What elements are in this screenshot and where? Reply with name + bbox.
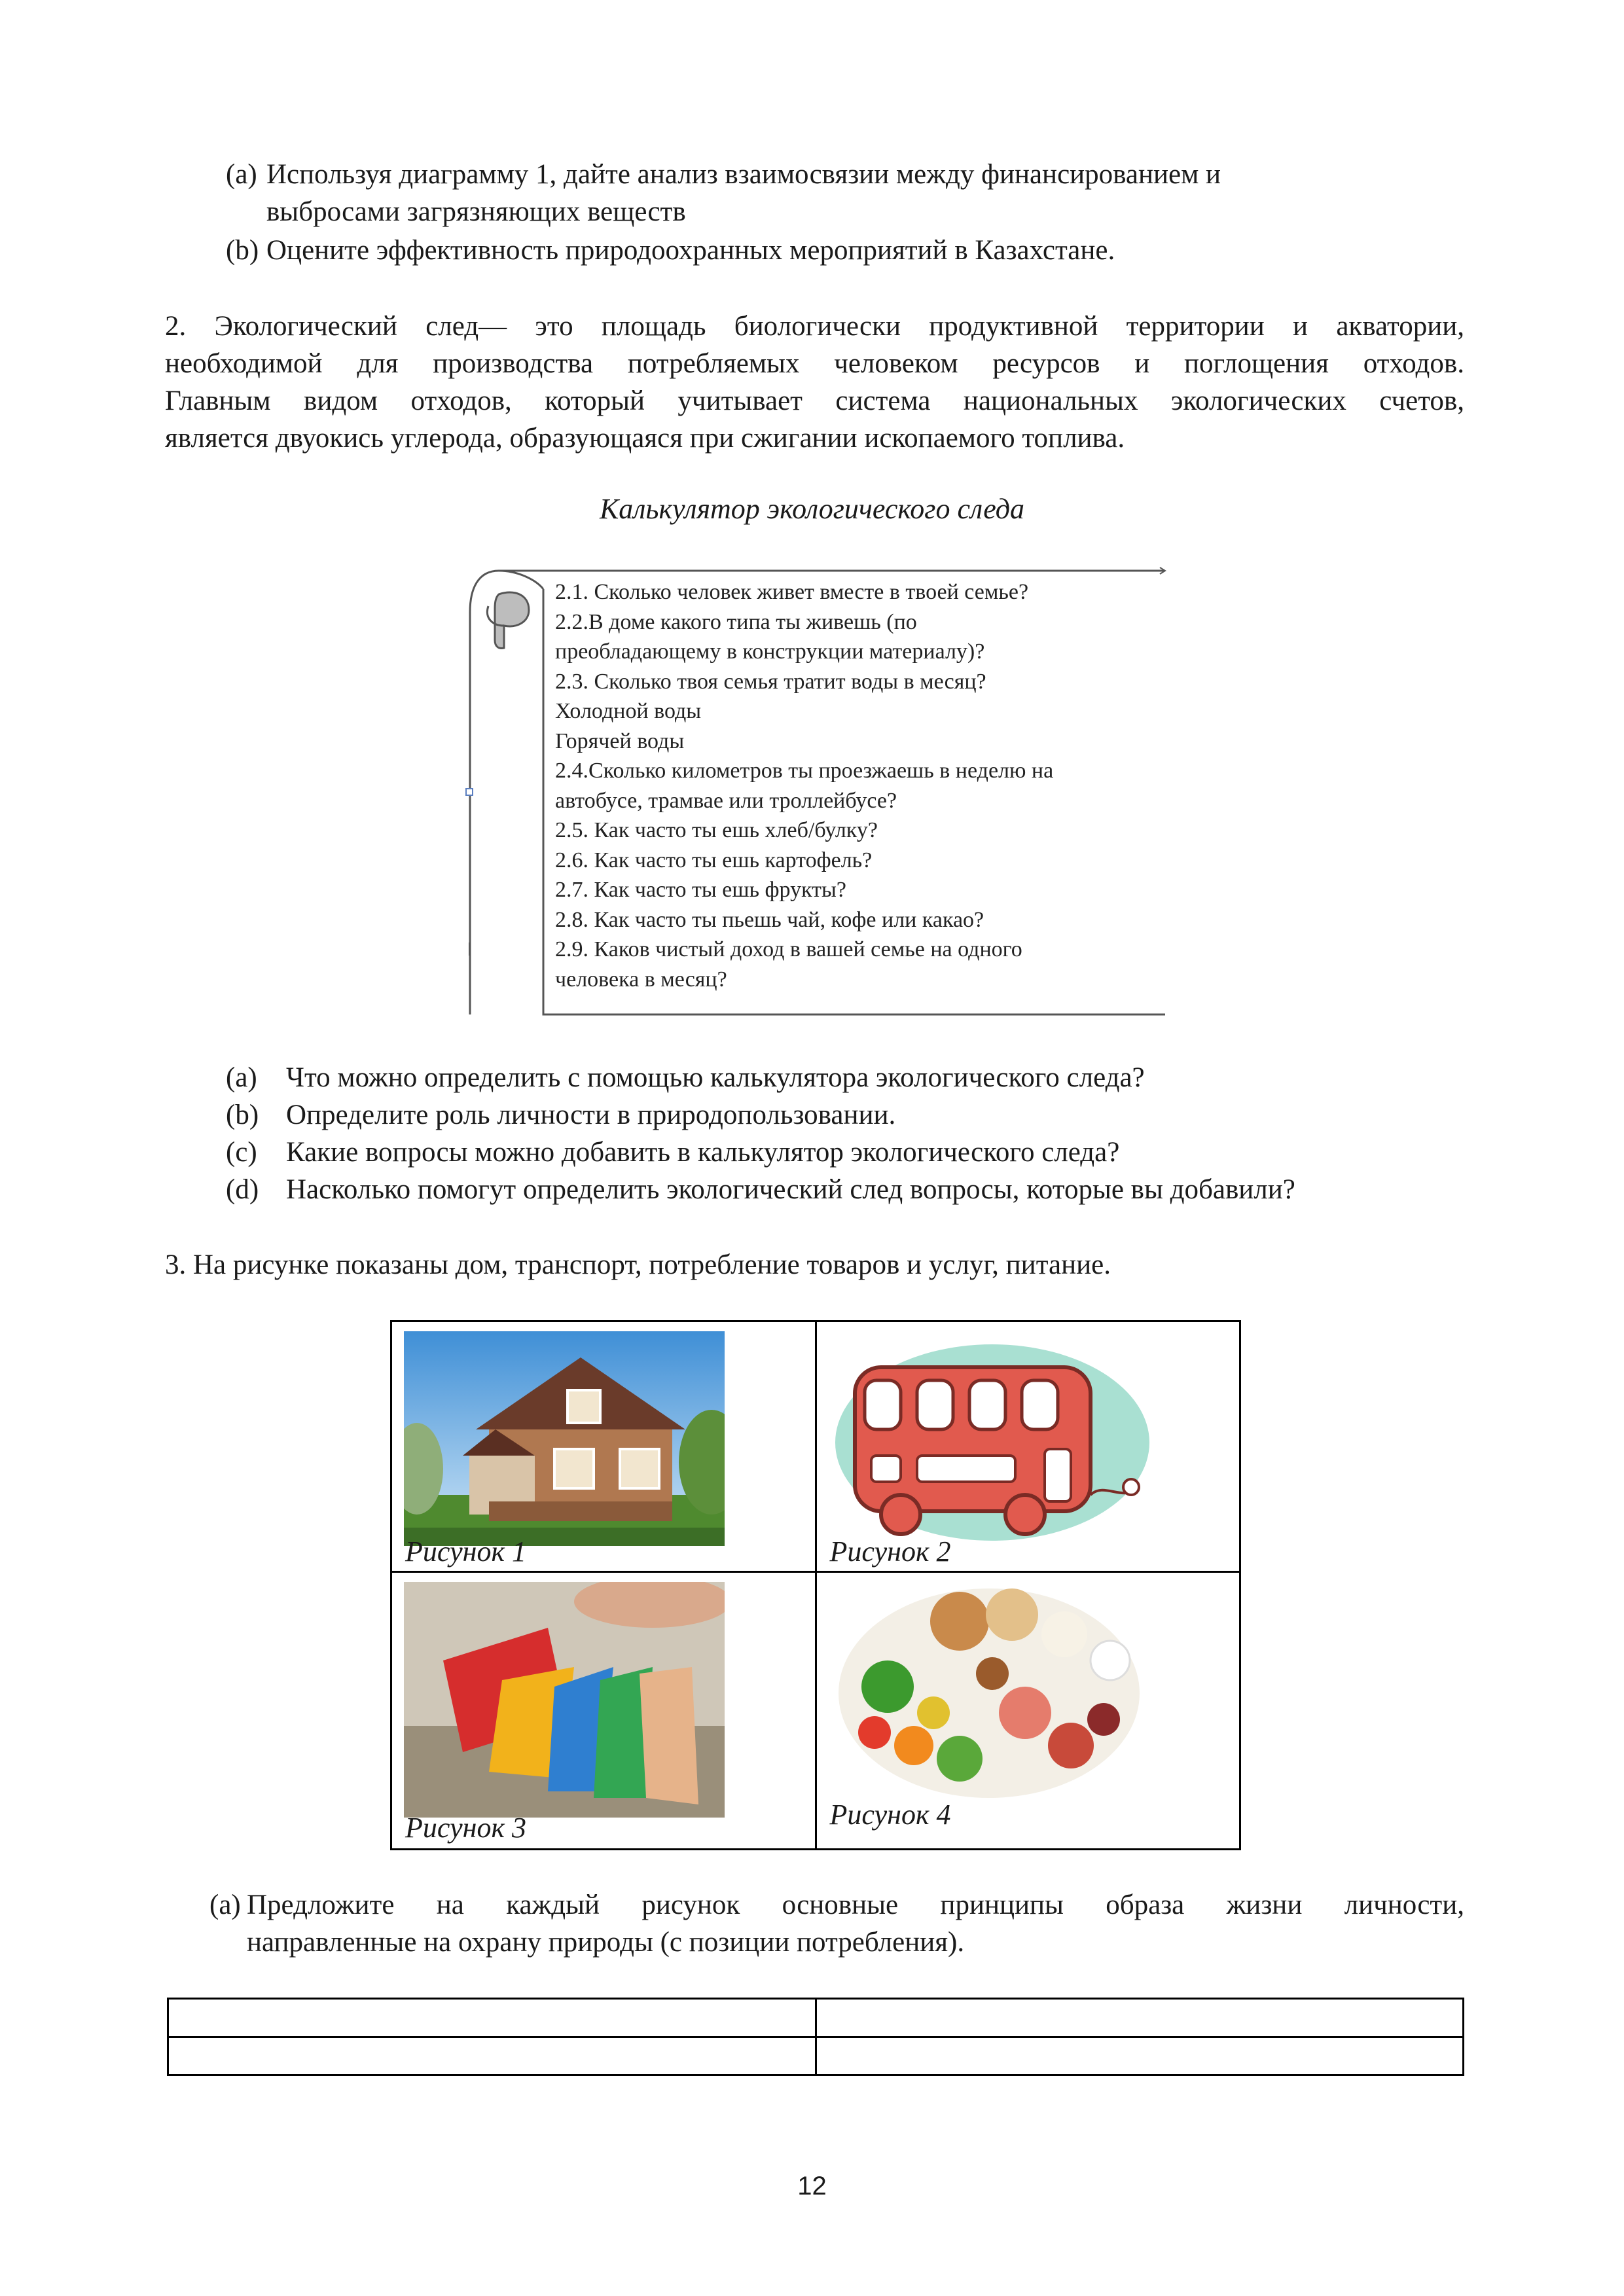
q2-item-d [226, 1171, 1295, 1208]
figure-table [390, 1320, 1241, 1850]
q3-item-a-line-2: направленные на охрану природы (с позиции потребления). [247, 1927, 965, 1958]
answer-table [167, 1998, 1464, 2076]
q2-line-1: 2. Экологический след— это площадь биологически продуктивной территории и акватории, [165, 311, 1464, 342]
calc-line-9: 2.5. Как часто ты ешь хлеб/булку? [555, 818, 878, 842]
q2-item-b [226, 1096, 895, 1134]
calc-line-11: 2.7. Как часто ты ешь фрукты? [555, 878, 846, 902]
bus-image [829, 1331, 1149, 1546]
calculator-questions [555, 577, 1183, 994]
q1-item-b-line-1: Оцените эффективность природоохранных мероприятий в Казахстане. [266, 235, 1115, 266]
figure-caption-4: Рисунок 4 [829, 1799, 951, 1831]
calc-line-14: человека в месяц? [555, 967, 727, 992]
calc-line-4: 2.3. Сколько твоя семья тратит воды в месяц? [555, 669, 986, 694]
q1-item-b [226, 232, 1115, 269]
shopping-bags-image [404, 1582, 725, 1818]
q2-item-d-marker: (d) [226, 1174, 259, 1205]
figure-cell-4 [816, 1572, 1240, 1850]
figure-cell-2 [816, 1321, 1240, 1572]
calc-line-7: 2.4.Сколько километров ты проезжаешь в неделю на [555, 759, 1054, 783]
q2-item-b-text: Определите роль личности в природопользовании. [286, 1100, 896, 1130]
q2-line-4: является двуокись углерода, образующаяся при сжигании ископаемого топлива. [165, 423, 1125, 454]
calc-line-5: Холодной воды [555, 699, 702, 723]
figure-caption-2: Рисунок 2 [829, 1535, 951, 1568]
figure-caption-3: Рисунок 3 [405, 1812, 527, 1844]
calc-line-3: преобладающему в конструкции материалу)? [555, 639, 985, 664]
q1-item-a-cont [266, 193, 686, 230]
q2-line-3: Главным видом отходов, который учитывает система национальных экологических счетов, [165, 386, 1464, 416]
answer-cell[interactable] [168, 1999, 816, 2037]
q1-item-a [226, 156, 1221, 193]
page-number: 12 [797, 2172, 827, 2200]
calc-line-8: автобусе, трамвае или троллейбусе? [555, 788, 897, 813]
q2-item-c [226, 1134, 1119, 1171]
answer-cell[interactable] [816, 1999, 1464, 2037]
answer-cell[interactable] [816, 2037, 1464, 2075]
q2-item-a-text: Что можно определить с помощью калькулятора экологического следа? [286, 1062, 1145, 1093]
answer-cell[interactable] [168, 2037, 816, 2075]
q2-line-2: необходимой для производства потребляемых человеком ресурсов и поглощения отходов. [165, 348, 1464, 379]
q3-item-a-line-1: Предложите на каждый рисунок основные принципы образа жизни личности, [247, 1890, 1464, 1920]
q2-item-d-text: Насколько помогут определить экологический след вопросы, которые вы добавили? [286, 1174, 1295, 1205]
calc-line-2: 2.2.В доме какого типа ты живешь (по [555, 609, 917, 634]
q2-item-a-marker: (a) [226, 1062, 257, 1093]
figure-caption-1: Рисунок 1 [405, 1535, 527, 1568]
calc-line-1: 2.1. Сколько человек живет вместе в твоей семье? [555, 580, 1029, 604]
figure-cell-3 [391, 1572, 816, 1850]
q1-item-a-line-1: Используя диаграмму 1, дайте анализ взаимосвязии между финансированием и [266, 159, 1221, 190]
q3-item-a-marker: (a) [209, 1890, 241, 1920]
q1-item-b-marker: (b) [226, 235, 259, 266]
food-image [829, 1582, 1149, 1804]
calc-line-6: Горячей воды [555, 728, 685, 753]
q2-item-c-marker: (c) [226, 1137, 257, 1168]
figure-cell-1 [391, 1321, 816, 1572]
calc-line-10: 2.6. Как часто ты ешь картофель? [555, 848, 873, 872]
calc-line-13: 2.9. Каков чистый доход в вашей семье на одного [555, 937, 1022, 961]
q2-item-c-text: Какие вопросы можно добавить в калькулятор экологического следа? [286, 1137, 1120, 1168]
q1-item-a-marker: (a) [226, 159, 257, 190]
q2-item-b-marker: (b) [226, 1100, 259, 1130]
q1-item-a-line-2: выбросами загрязняющих веществ [266, 196, 686, 227]
calc-line-12: 2.8. Как часто ты пьешь чай, кофе или какао? [555, 907, 984, 932]
calculator-title: Калькулятор экологического следа [600, 493, 1024, 525]
q3-intro: 3. На рисунке показаны дом, транспорт, потребление товаров и услуг, питание. [165, 1249, 1111, 1280]
house-image [404, 1331, 725, 1546]
q2-item-a [226, 1059, 1145, 1096]
